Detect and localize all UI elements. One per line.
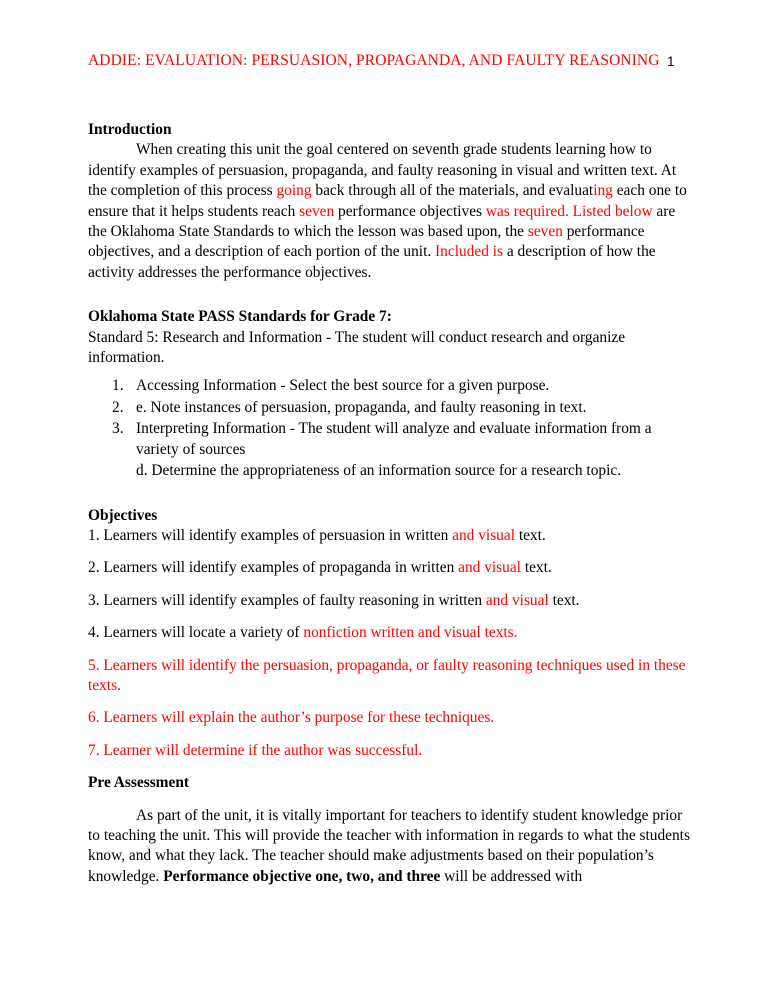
bold-phrase: Performance objective one, two, and three (163, 867, 441, 885)
intro-edit-3: seven (299, 202, 335, 220)
running-header: ADDIE: EVALUATION: PERSUASION, PROPAGANDA, AND FAULTY REASONING (88, 52, 660, 69)
standards-subitem: d. Determine the appropriateness of an information source for a research topic. (136, 462, 622, 480)
objective-item: 4. Learners will locate a variety of nonfiction written and visual texts. (88, 624, 518, 642)
pre-assessment-paragraph: As part of the unit, it is vitally important for teachers to identify student knowledge prior to teaching the unit. This will provide the teacher with information in regards to what the students know, and what they lack. The teacher should make adjustments based on their population’s knowledge. Performance objective one, two, and three will be addressed with (88, 806, 690, 885)
objectives-heading: Objectives (88, 506, 158, 524)
intro-text-4: performance objectives (334, 202, 486, 220)
intro-paragraph (88, 140, 690, 283)
intro-text-6: performance objectives, and a description of each portion of the unit. (88, 223, 645, 261)
objective-item: 3. Learners will identify examples of faulty reasoning in written and visual text. (88, 591, 580, 609)
objective-item: 5. Learners will identify the persuasion, propaganda, or faulty reasoning techniques used in these texts. (88, 656, 686, 694)
intro-edit-1: going (276, 182, 312, 200)
pre-assessment-heading: Pre Assessment (88, 774, 190, 792)
document-body (88, 120, 690, 887)
objectives-list (88, 526, 690, 761)
standards-item: 1. Accessing Information - Select the best source for a given purpose. (112, 377, 550, 395)
objective-item: 2. Learners will identify examples of propaganda in written and visual text. (88, 559, 552, 577)
intro-heading: Introduction (88, 121, 172, 138)
standards-intro: Standard 5: Research and Information - The student will conduct research and organize information. (88, 328, 626, 367)
standards-item: 3. Interpreting Information - The student will analyze and evaluate information from a variety of sources (112, 420, 652, 458)
objective-item: 7. Learner will determine if the author was successful. (88, 741, 423, 759)
objective-item: 1. Learners will identify examples of persuasion in written and visual text. (88, 526, 546, 544)
intro-text-7: a description of how the activity addresses the performance objectives. (88, 243, 656, 281)
intro-edit-5: seven (527, 223, 563, 241)
intro-text-2: back through all of the materials, and evaluat (311, 182, 594, 200)
page-number: 1 (667, 54, 675, 69)
objective-item: 6. Learners will explain the author’s purpose for these techniques. (88, 709, 495, 727)
standards-item: 2. e. Note instances of persuasion, propaganda, and faulty reasoning in text. (112, 398, 587, 416)
standards-heading: Oklahoma State PASS Standards for Grade 7: (88, 308, 392, 326)
intro-text-3: each one to ensure that it helps students reach (88, 182, 687, 220)
intro-edit-6: Included is (435, 243, 504, 261)
intro-edit-4: was required. Listed below (485, 202, 653, 220)
intro-text-5: are the Oklahoma State Standards to which the lesson was based upon, the (88, 202, 676, 241)
intro-text-1: When creating this unit the goal centered on seventh grade students learning how to identify examples of persuasion, propaganda, and faulty reasoning in visual and written text. At the completion of this process (88, 141, 677, 200)
standards-list (88, 376, 690, 460)
intro-edit-2: ing (593, 182, 613, 200)
